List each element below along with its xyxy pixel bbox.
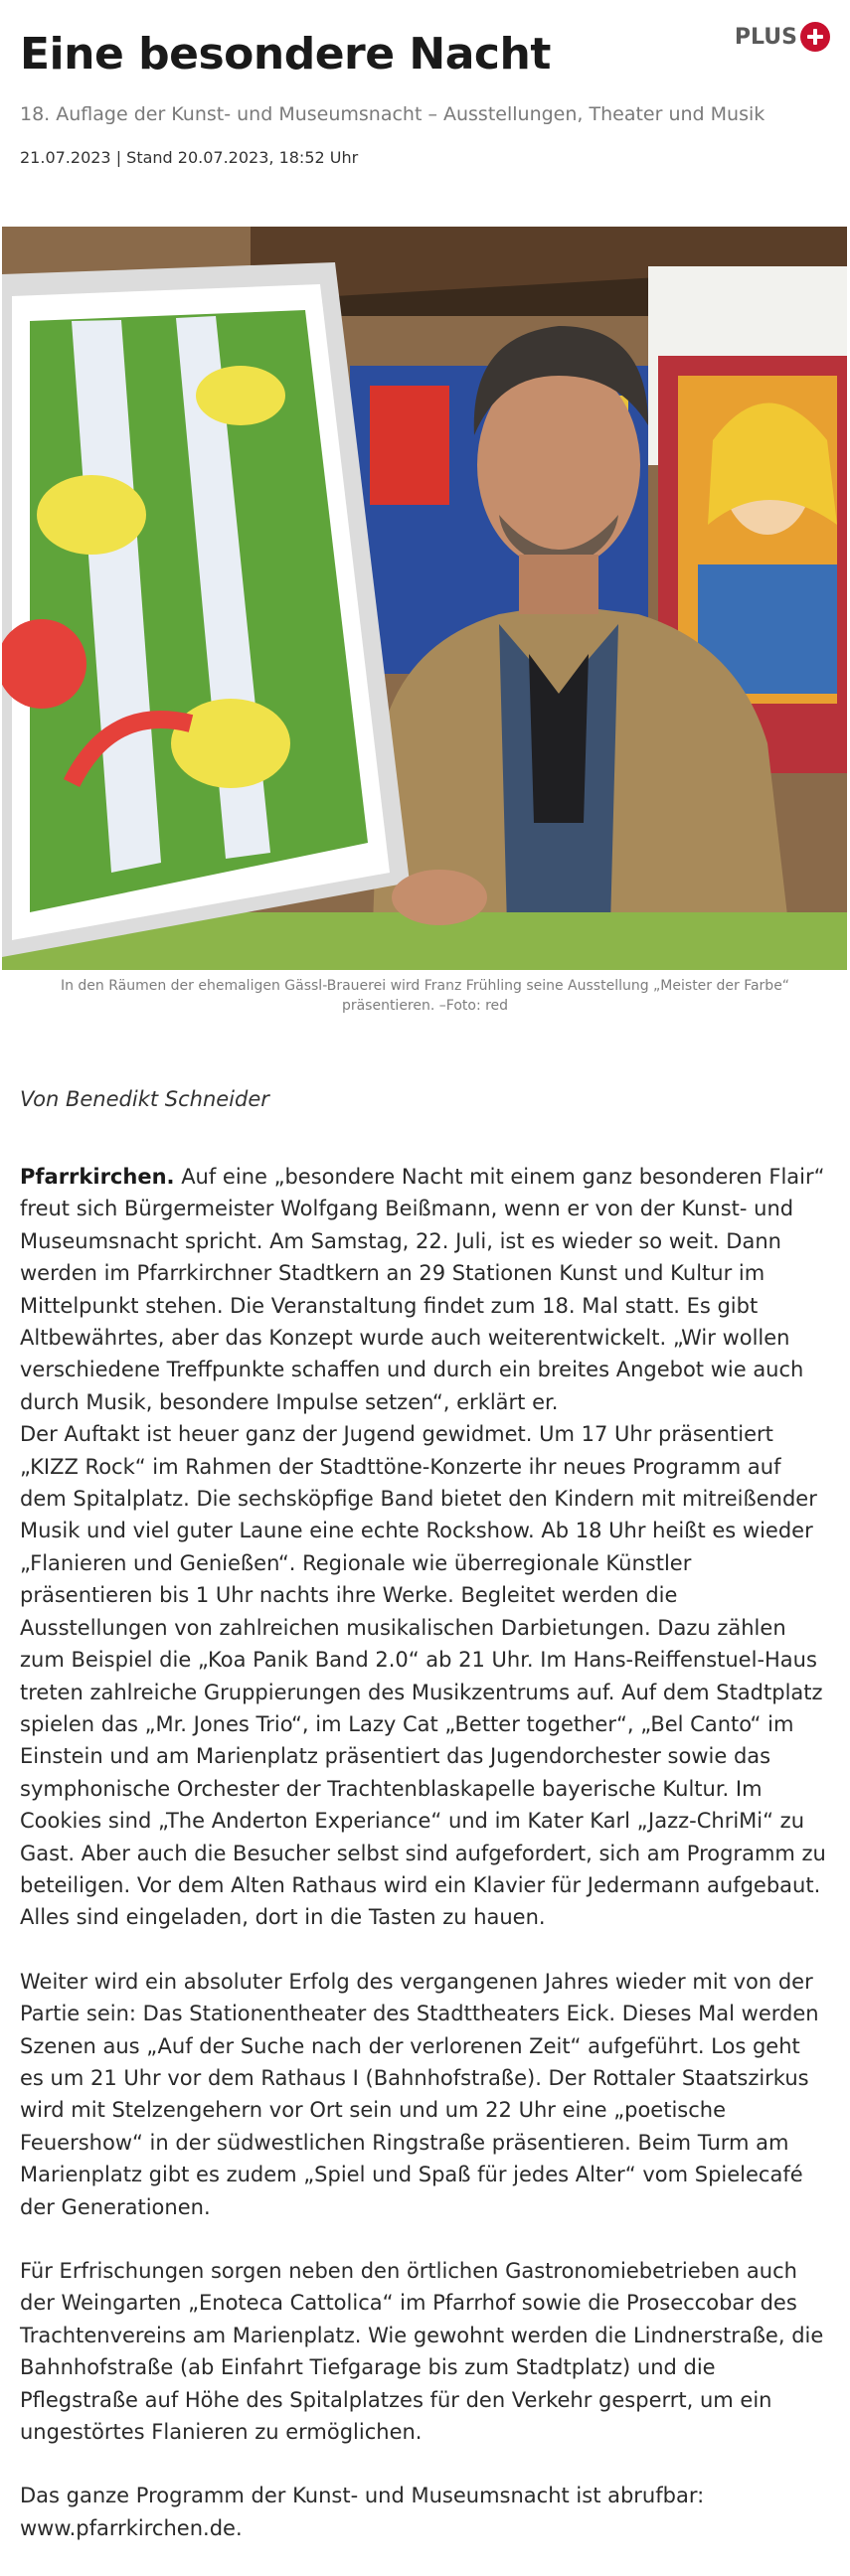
article-paragraph-1 (20, 1161, 830, 1418)
page-title: Eine besondere Nacht (20, 29, 551, 80)
image-caption: In den Räumen der ehemaligen Gässl-Brauerei wird Franz Frühling seine Ausstellung „Meister der Farbe“ präsentieren. –Foto: red (60, 978, 790, 1014)
article-author: Von Benedikt Schneider (20, 1087, 269, 1111)
article-body (20, 1161, 830, 2576)
paragraph-1-text: Auf eine „besondere Nacht mit einem ganz besonderen Flair“ freut sich Bürgermeister Wolfgang Beißmann, wenn er von der Kunst- und Museumsnacht spricht. Am Samstag, 22. Juli, ist es wieder so weit. Dann werden im Pfarrkirchner Stadtkern an 29 Stationen Kunst und Kultur im Mittelpunkt stehen. Die Veranstaltung findet zum 18. Mal statt. Es gibt Altbewährtes, aber das Konzept wurde auch weiterentwickelt. „Wir wollen verschiedene Treffpunkte schaffen und durch ein breites Angebot wie auch durch Musik, besondere Impulse setzen“, erklärt er. (20, 1165, 825, 1414)
article-subtitle: 18. Auflage der Kunst- und Museumsnacht – Ausstellungen, Theater und Musik (20, 103, 765, 125)
article-paragraph-4: Für Erfrischungen sorgen neben den örtlichen Gastronomiebetrieben auch der Weingarten „Enoteca Cattolica“ im Pfarrhof sowie die Proseccobar des Trachtenvereins am Marienplatz. Wie gewohnt werden die Lindnerstraße, die Bahnhofstraße (ab Einfahrt Tiefgarage bis zum Stadtplatz) und die Pflegstraße auf Höhe des Spitalplatzes für den Verkehr gesperrt, um ein ungestörtes Flanieren zu ermöglichen. (20, 2259, 824, 2445)
article-dateline: 21.07.2023 | Stand 20.07.2023, 18:52 Uhr (20, 148, 359, 167)
lead-place: Pfarrkirchen. (20, 1165, 175, 1189)
article-paragraph-5: Das ganze Programm der Kunst- und Museumsnacht ist abrufbar: www.pfarrkirchen.de. (20, 2484, 705, 2540)
article-paragraph-3: Weiter wird ein absoluter Erfolg des vergangenen Jahres wieder mit von der Partie sein: Das Stationentheater des Stadttheaters Eick. Dieses Mal werden Szenen aus „Auf der Suche nach der verlorenen Zeit“ aufgeführt. Los geht es um 21 Uhr vor dem Rathaus I (Bahnhofstraße). Der Rottaler Staatszirkus wird mit Stelzengehern vor Ort sein und um 22 Uhr eine „poetische Feuershow“ in der südwestlichen Ringstraße präsentieren. Beim Turm am Marienplatz gibt es zudem „Spiel und Spaß für jedes Alter“ vom Spielecafé der Generationen. (20, 1969, 819, 2219)
article-paragraph-2: Der Auftakt ist heuer ganz der Jugend gewidmet. Um 17 Uhr präsentiert „KIZZ Rock“ im Rahmen der Stadttöne-Konzerte ihr neues Programm auf dem Spitalplatz. Die sechsköpfige Band bietet den Kindern mit mitreißender Musik und viel guter Laune eine echte Rockshow. Ab 18 Uhr heißt es wieder „Flanieren und Genießen“. Regionale wie überregionale Künstler präsentieren bis 1 Uhr nachts ihre Werke. Begleitet werden die Ausstellungen von zahlreichen musikalischen Darbietungen. Dazu zählen zum Beispiel die „Koa Panik Band 2.0“ ab 21 Uhr. Im Hans-Reiffenstuel-Haus treten zahlreiche Gruppierungen des Musikzentrums auf. Auf dem Stadtplatz spielen das „Mr. Jones Trio“, im Lazy Cat „Better together“, „Bel Canto“ im Einstein und am Marienplatz präsentiert das Jugendorchester sowie das symphonische Orchester der Trachtenblaskapelle bayerische Kultur. Im Cookies sind „The Anderton Experiance“ und im Kater Karl „Jazz-ChriMi“ zu Gast. Aber auch die Besucher selbst sind aufgefordert, sich am Programm zu beteiligen. Vor dem Alten Rathaus wird ein Klavier für Jedermann aufgebaut. Alles sind eingeladen, dort in die Tasten zu hauen. (20, 1422, 826, 1930)
article-header (20, 20, 830, 169)
plus-label: PLUS (734, 24, 797, 50)
plus-icon (800, 22, 830, 52)
plus-badge[interactable] (735, 22, 830, 52)
photo-icon (2, 227, 847, 970)
article-hero-image[interactable] (2, 227, 847, 970)
